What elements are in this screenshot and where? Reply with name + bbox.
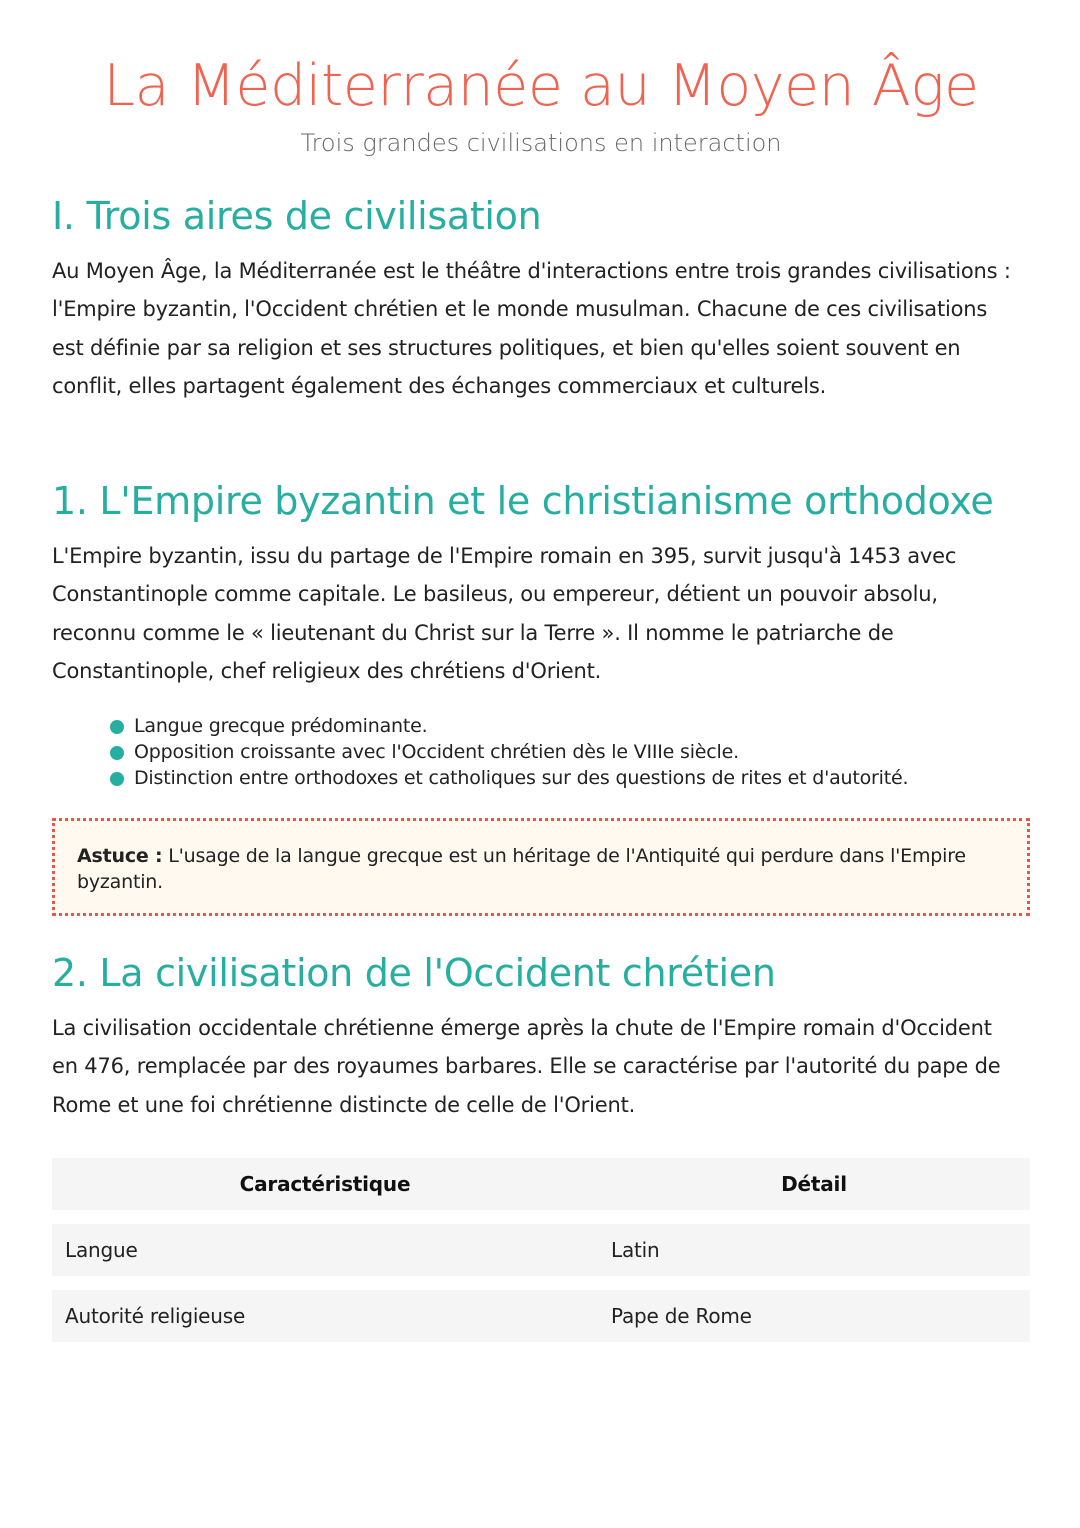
page-title: La Méditerranée au Moyen Âge (103, 53, 979, 119)
page-subtitle: Trois grandes civilisations en interaction (300, 129, 782, 157)
list-item-text: Opposition croissante avec l'Occident chrétien dès le VIIIe siècle. (134, 741, 739, 763)
list-item-text: Distinction entre orthodoxes et catholiques sur des questions de rites et d'autorité. (134, 767, 909, 789)
section-paragraph-trois-aires: Au Moyen Âge, la Méditerranée est le théâtre d'interactions entre trois grandes civilisations : l'Empire byzantin, l'Occident chrétien et le monde musulman. Chacune de ces civilisations est définie par sa religion et ses structures politiques, et bien qu'elles soient souvent en conflit, elles partagent également des échanges commerciaux et culturels. (52, 259, 1011, 398)
table-cell: Latin (598, 1224, 1030, 1276)
table-cell: Langue (52, 1224, 598, 1276)
section-heading-empire-byzantin: 1. L'Empire byzantin et le christianisme orthodoxe (52, 479, 994, 523)
section-paragraph-occident-chretien: La civilisation occidentale chrétienne émerge après la chute de l'Empire romain d'Occident en 476, remplacée par des royaumes barbares. Elle se caractérise par l'autorité du pape de Rome et une foi chrétienne distincte de celle de l'Orient. (52, 1016, 1001, 1117)
table-header-row (52, 1158, 1030, 1210)
column-header-detail: Détail (598, 1158, 1030, 1210)
table-row (52, 1290, 1030, 1342)
section-paragraph-empire-byzantin: L'Empire byzantin, issu du partage de l'Empire romain en 395, survit jusqu'à 1453 avec Constantinople comme capitale. Le basileus, ou empereur, détient un pouvoir absolu, reconnu comme le « lieutenant du Christ sur la Terre ». Il nomme le patriarche de Constantinople, chef religieux des chrétiens d'Orient. (52, 544, 957, 683)
section-heading-occident-chretien: 2. La civilisation de l'Occident chrétien (52, 951, 776, 995)
bullet-list-byzantin (110, 713, 1030, 791)
bullet-dot-icon (110, 772, 124, 786)
bullet-dot-icon (110, 746, 124, 760)
list-item (110, 765, 1030, 791)
list-item (110, 713, 1030, 739)
tip-label: Astuce : (77, 845, 163, 867)
section-heading-trois-aires: I. Trois aires de civilisation (52, 194, 542, 238)
column-header-caracteristique: Caractéristique (52, 1158, 598, 1210)
table-cell: Autorité religieuse (52, 1290, 598, 1342)
table-row (52, 1224, 1030, 1276)
table-cell: Pape de Rome (598, 1290, 1030, 1342)
list-item-text: Langue grecque prédominante. (134, 715, 428, 737)
tip-text: L'usage de la langue grecque est un héritage de l'Antiquité qui perdure dans l'Empire byzantin. (77, 845, 966, 893)
tip-callout (52, 818, 1030, 916)
bullet-dot-icon (110, 720, 124, 734)
list-item (110, 739, 1030, 765)
characteristics-table (52, 1144, 1030, 1356)
